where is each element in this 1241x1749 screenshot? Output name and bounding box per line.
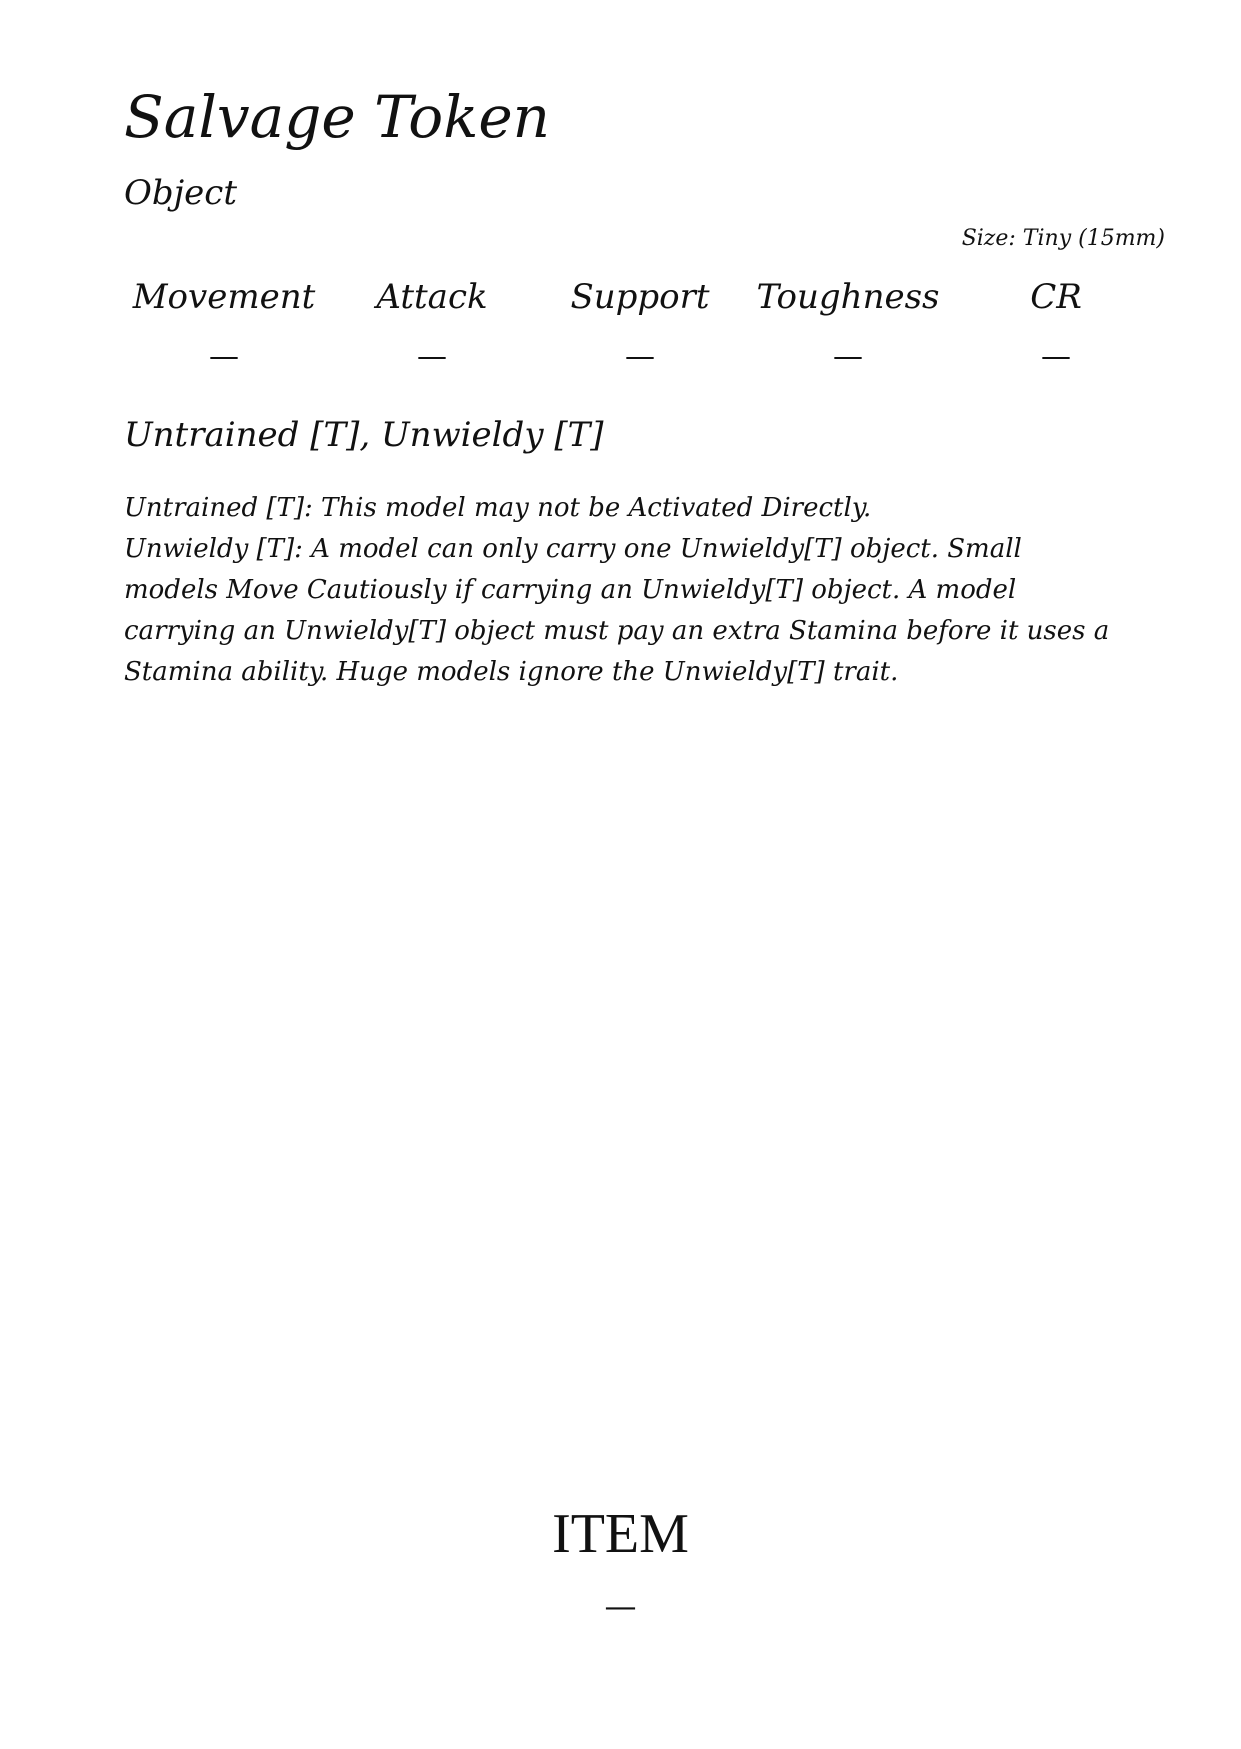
- stat-movement: [124, 277, 324, 374]
- stat-attack: [332, 277, 532, 374]
- stat-label: Support: [570, 277, 710, 317]
- stat-toughness: [748, 277, 948, 374]
- stat-value: —: [625, 339, 655, 374]
- rule-unwieldy: Unwieldy [T]: A model can only carry one Unwieldy[T] object. Small models Move Cautiously if carrying an Unwieldy[T] object. A model carrying an Unwieldy[T] object must pay an extra Stamina before it uses a Stamina ability. Huge models ignore the Unwieldy[T] trait.: [124, 534, 1110, 687]
- traits-heading: Untrained [T], Unwieldy [T]: [124, 415, 604, 455]
- stat-value: —: [209, 339, 239, 374]
- card-subtitle: Object: [124, 173, 238, 213]
- stat-label: CR: [1030, 277, 1082, 317]
- stat-label: Movement: [132, 277, 316, 317]
- stat-value: —: [833, 339, 863, 374]
- item-label: ITEM: [552, 1503, 689, 1565]
- rule-untrained: Untrained [T]: This model may not be Activated Directly.: [124, 493, 872, 523]
- stat-label: Toughness: [756, 277, 940, 317]
- stat-cr: [956, 277, 1156, 374]
- card-title: Salvage Token: [124, 83, 551, 151]
- stat-value: —: [1041, 339, 1071, 374]
- stat-value: —: [417, 339, 447, 374]
- stat-row: [124, 277, 1124, 380]
- trait-rules: [124, 488, 1124, 693]
- item-value: —: [604, 1587, 637, 1625]
- stat-support: [540, 277, 740, 374]
- size-label: Size: Tiny (15mm): [961, 226, 1165, 251]
- stat-label: Attack: [376, 277, 488, 317]
